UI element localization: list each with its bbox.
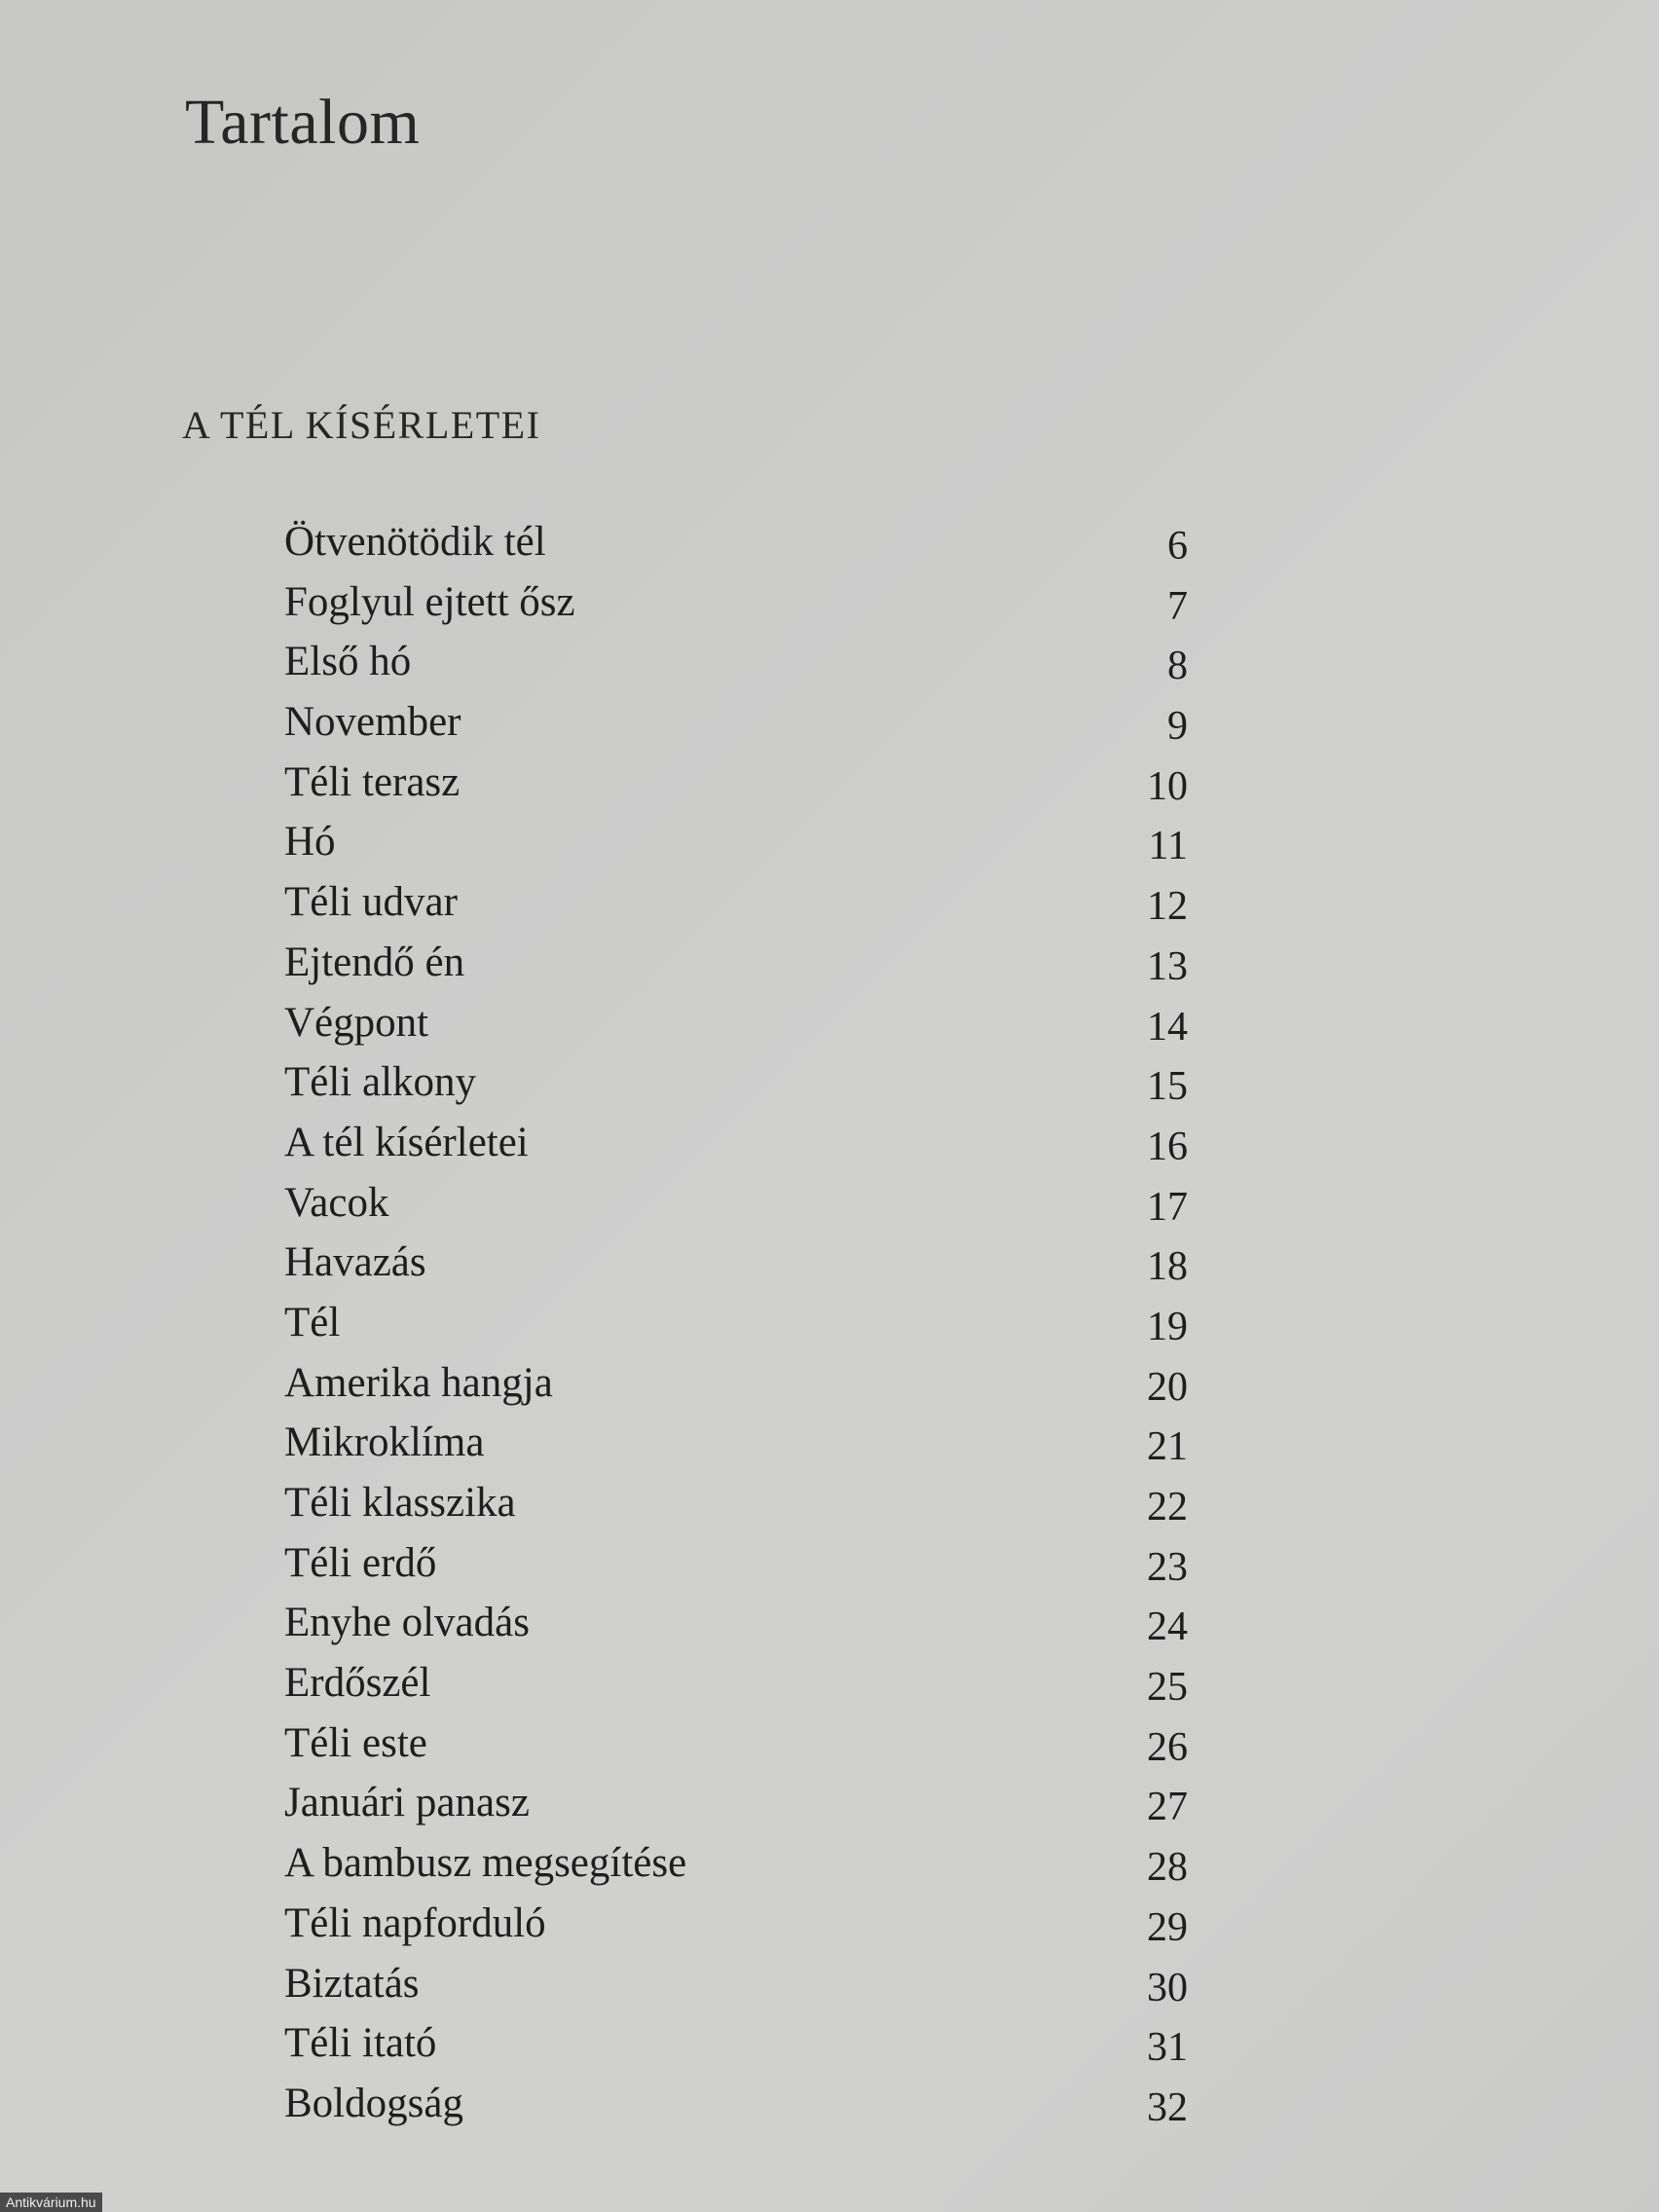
toc-entry (0, 755, 1659, 815)
toc-entry-page: 8 (1167, 644, 1188, 689)
toc-entry-page: 24 (1147, 1604, 1188, 1650)
toc-entry-page: 21 (1147, 1424, 1188, 1470)
toc-entry-page: 6 (1167, 524, 1188, 569)
toc-entry-page: 26 (1147, 1724, 1188, 1770)
toc-entry-title: November (284, 699, 461, 746)
toc-entry-title: Első hó (284, 639, 412, 685)
section-heading: A TÉL KÍSÉRLETEI (182, 403, 541, 447)
toc-entry-page: 30 (1147, 1965, 1188, 2010)
toc-entry-title: Téli udvar (284, 879, 458, 926)
toc-entry-title: Végpont (284, 999, 429, 1046)
toc-entry (0, 1896, 1659, 1956)
toc-entry-title: Hó (284, 819, 336, 866)
toc-entry-title: Amerika hangja (284, 1359, 553, 1406)
toc-entry (0, 574, 1659, 635)
toc-entry (0, 1415, 1659, 1475)
toc-entry (0, 1595, 1659, 1655)
toc-entry-page: 23 (1147, 1544, 1188, 1590)
toc-entry-page: 31 (1147, 2025, 1188, 2071)
toc-entry-title: Enyhe olvadás (284, 1600, 530, 1646)
toc-entry-page: 17 (1147, 1184, 1188, 1230)
toc-entry (0, 1475, 1659, 1535)
toc-entry-title: Téli erdő (284, 1539, 437, 1586)
page-title: Tartalom (185, 87, 421, 158)
toc-entry-title: Vacok (284, 1179, 389, 1226)
toc-entry (0, 1715, 1659, 1776)
toc-entry (0, 1835, 1659, 1896)
toc-entry (0, 1775, 1659, 1835)
toc-entry-page: 22 (1147, 1485, 1188, 1530)
toc-entry (0, 1295, 1659, 1355)
toc-entry-page: 28 (1147, 1845, 1188, 1891)
toc-entry-page: 16 (1147, 1124, 1188, 1169)
toc-entry-title: Boldogság (284, 2080, 463, 2126)
toc-entry (0, 1115, 1659, 1175)
toc-entry (0, 1535, 1659, 1596)
toc-entry-page: 29 (1147, 1904, 1188, 1950)
toc-entry-page: 9 (1167, 704, 1188, 750)
toc-entry (0, 1956, 1659, 2016)
toc-entry (0, 1054, 1659, 1115)
toc-entry (0, 694, 1659, 755)
toc-entry-title: Téli alkony (284, 1059, 477, 1106)
toc-entry-page: 11 (1148, 824, 1188, 869)
toc-entry-title: Biztatás (284, 1960, 420, 2007)
toc-entry-page: 19 (1147, 1304, 1188, 1349)
toc-entry-page: 25 (1147, 1665, 1188, 1711)
toc-entry (0, 2076, 1659, 2136)
toc-entry (0, 2015, 1659, 2076)
toc-entry (0, 634, 1659, 694)
toc-entry-title: Tél (284, 1299, 341, 1346)
toc-entry-title: A bambusz megsegítése (284, 1840, 687, 1887)
toc-entry-title: Ejtendő én (284, 939, 465, 985)
toc-entry-page: 20 (1147, 1364, 1188, 1410)
toc-entry (0, 935, 1659, 995)
toc-entry-title: Foglyul ejtett ősz (284, 578, 575, 625)
toc-entry-page: 14 (1147, 1004, 1188, 1050)
toc-entry-page: 13 (1147, 943, 1188, 989)
toc-entry (0, 995, 1659, 1055)
toc-entry-title: Erdőszél (284, 1660, 431, 1707)
toc-entry (0, 514, 1659, 574)
toc-entry-title: Téli terasz (284, 758, 461, 805)
toc-entry-title: A tél kísérletei (284, 1119, 529, 1165)
toc-entry-title: Téli itató (284, 2020, 437, 2067)
toc-entry-title: Mikroklíma (284, 1419, 485, 1466)
table-of-contents (0, 514, 1659, 2136)
watermark: Antikvárium.hu (0, 2193, 102, 2212)
toc-entry-page: 18 (1147, 1244, 1188, 1290)
toc-entry (0, 1355, 1659, 1416)
toc-entry-title: Téli napforduló (284, 1899, 546, 1946)
toc-entry-title: Téli klasszika (284, 1480, 516, 1526)
toc-entry (0, 1175, 1659, 1235)
toc-entry-page: 32 (1147, 2084, 1188, 2130)
toc-entry-page: 10 (1147, 763, 1188, 809)
toc-entry-title: Januári panasz (284, 1780, 530, 1826)
toc-entry-page: 27 (1147, 1785, 1188, 1830)
toc-entry (0, 1655, 1659, 1715)
toc-entry (0, 814, 1659, 874)
toc-entry-title: Téli este (284, 1719, 427, 1766)
toc-entry-page: 15 (1147, 1064, 1188, 1110)
toc-entry-title: Ötvenötödik tél (284, 519, 546, 565)
toc-entry-title: Havazás (284, 1239, 426, 1286)
toc-entry (0, 1235, 1659, 1295)
toc-entry (0, 874, 1659, 935)
toc-entry-page: 12 (1147, 884, 1188, 930)
toc-entry-page: 7 (1167, 583, 1188, 629)
